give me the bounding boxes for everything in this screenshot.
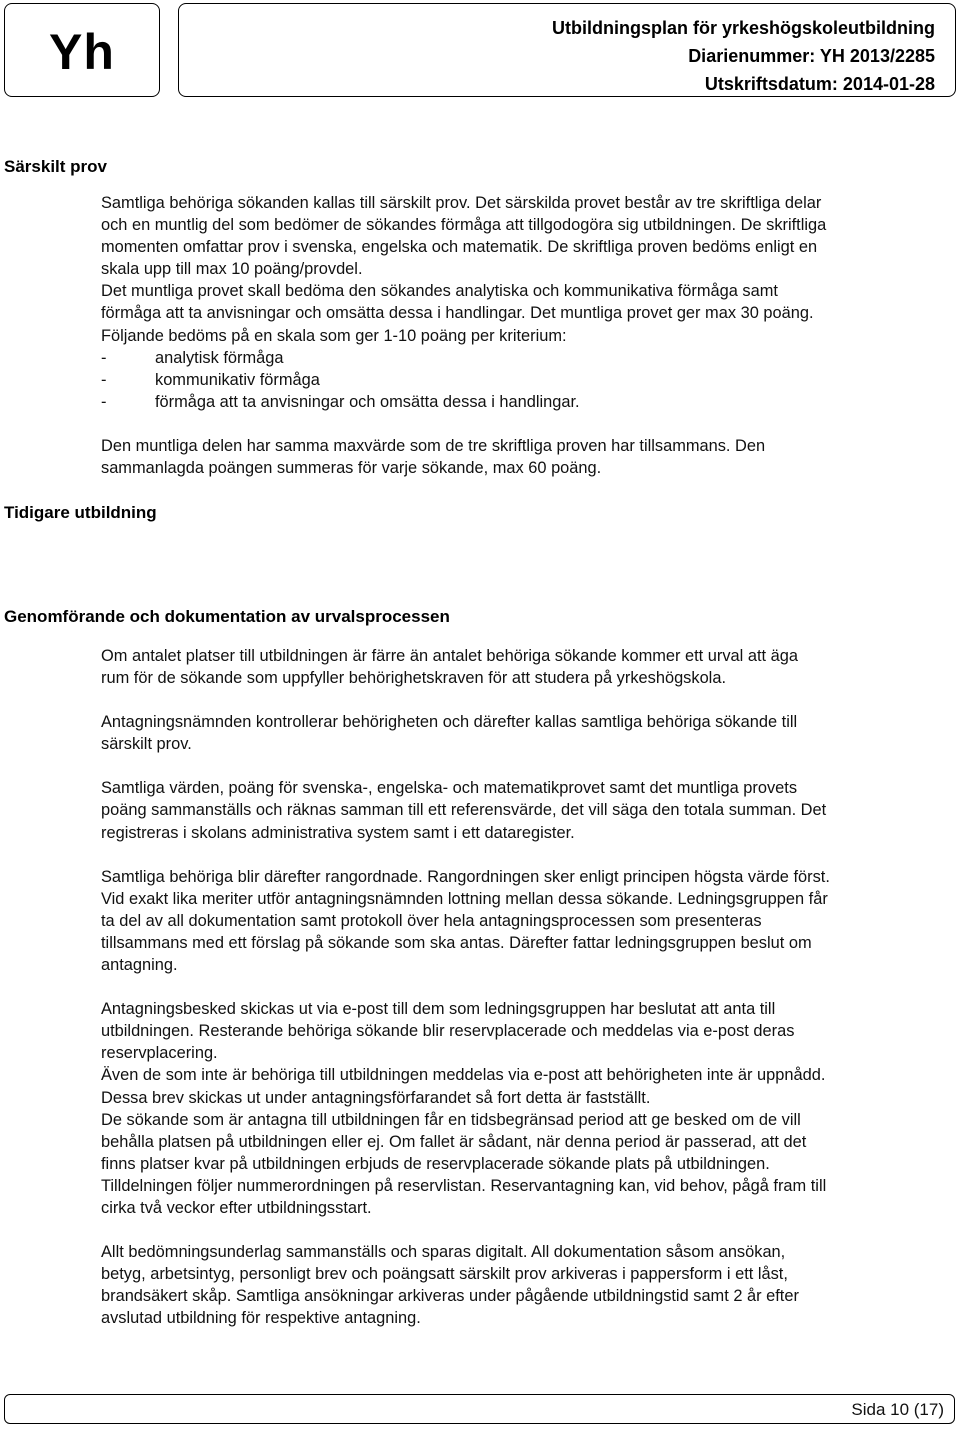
text-line: Allt bedömningsunderlag sammanställs och sparas digitalt. All dokumentation såsom ansökan,	[101, 1243, 786, 1262]
text-line: avslutad utbildning för respektive antagning.	[101, 1309, 421, 1328]
text-line: särskilt prov.	[101, 735, 192, 754]
text-line: rum för de sökande som uppfyller behörighetskraven för att studera på yrkeshögskola.	[101, 669, 726, 688]
text-line: finns platser kvar på utbildningen erbjuds de reservplacerade sökande plats på utbildningen.	[101, 1154, 770, 1173]
text-line: ta del av all dokumentation samt protokoll över hela antagningsprocessen som presenteras	[101, 911, 762, 930]
genomforande-text	[101, 645, 956, 1329]
criteria-text: förmåga att ta anvisningar och omsätta dessa i handlingar.	[155, 392, 580, 411]
text-line: Samtliga värden, poäng för svenska-, engelska- och matematikprovet samt det muntliga provets	[101, 779, 798, 798]
text-line: momenten omfattar prov i svenska, engelska och matematik. De skriftliga proven bedöms enligt en	[101, 238, 818, 257]
utskriftsdatum: Utskriftsdatum: 2014-01-28	[704, 74, 935, 94]
criteria-item	[101, 391, 956, 413]
text-line: De sökande som är antagna till utbildningen får en tidsbegränsad period att ge besked om de vill	[101, 1110, 801, 1129]
text-line: behålla platsen på utbildningen eller ej. Om fallet är sådant, när denna period är passerad, att det	[101, 1132, 807, 1151]
text-line: Tilldelningen följer nummerordningen på reservlistan. Reservantagning kan, vid behov, pågå fram till	[101, 1176, 827, 1195]
criteria-item	[101, 369, 956, 391]
text-line: antagning.	[101, 956, 178, 975]
list-dash: -	[101, 348, 107, 367]
text-line: Samtliga behöriga sökanden kallas till särskilt prov. Det särskilda provet består av tre skriftliga delar	[101, 194, 822, 212]
text-line: Dessa brev skickas ut under antagningsförfarandet så fort detta är fastställt.	[101, 1088, 651, 1107]
text-line: utbildningen. Resterande behöriga sökande blir reservplacerade och meddelas via e-post deras	[101, 1022, 795, 1041]
footer-box	[4, 1394, 955, 1424]
text-line: betyg, arbetsintyg, personligt brev och poängsatt särskilt prov arkiveras i pappersform i ett låst,	[101, 1265, 788, 1284]
header-title-box	[178, 3, 956, 97]
yh-logo: Yh	[49, 24, 115, 80]
text-line: registreras i skolans administrativa system samt i ett dataregister.	[101, 823, 575, 842]
text-line: Den muntliga delen har samma maxvärde som de tre skriftliga proven har tillsammans. Den	[101, 437, 766, 456]
section-heading-tidigare-utbildning: Tidigare utbildning	[4, 503, 157, 522]
text-line: Antagningsbesked skickas ut via e-post till dem som ledningsgruppen har beslutat att anta till	[101, 1000, 776, 1019]
text-line: brandsäkert skåp. Samtliga ansökningar arkiveras under pågående utbildningstid samt 2 år efter	[101, 1287, 799, 1306]
text-line: Det muntliga provet skall bedöma den sökandes analytiska och kommunikativa förmåga samt	[101, 282, 778, 301]
criteria-item	[101, 347, 956, 369]
section-heading-genomforande: Genomförande och dokumentation av urvalsprocessen	[4, 607, 450, 626]
text-line: reservplacering.	[101, 1044, 218, 1063]
text-line: skala upp till max 10 poäng/provdel.	[101, 260, 363, 279]
text-line: Följande bedöms på en skala som ger 1-10 poäng per kriterium:	[101, 326, 567, 345]
text-line: tillsammans med ett förslag på sökande som ska antas. Därefter fattar ledningsgruppen beslut om	[101, 933, 812, 952]
logo-box	[4, 3, 160, 97]
text-line: cirka två veckor efter utbildningsstart.	[101, 1198, 372, 1217]
sarskilt-prov-text	[101, 192, 956, 479]
criteria-text: kommunikativ förmåga	[155, 370, 320, 389]
list-dash: -	[101, 370, 107, 389]
page-number: Sida 10 (17)	[851, 1400, 944, 1419]
text-line: Samtliga behöriga blir därefter rangordnade. Rangordningen sker enligt principen högsta värde först.	[101, 867, 830, 886]
text-line: sammanlagda poängen summeras för varje sökande, max 60 poäng.	[101, 459, 602, 478]
section-heading-sarskilt-prov: Särskilt prov	[4, 157, 107, 176]
diarienummer: Diarienummer: YH 2013/2285	[688, 46, 935, 66]
text-line: och en muntlig del som bedömer de sökandes förmåga att tillgodogöra sig utbildningen. De skriftliga	[101, 216, 827, 235]
header-title-lines	[552, 14, 935, 98]
criteria-text: analytisk förmåga	[155, 348, 284, 367]
document-title: Utbildningsplan för yrkeshögskoleutbildning	[551, 18, 935, 38]
text-line: Om antalet platser till utbildningen är färre än antalet behöriga sökande kommer ett urval att äga	[101, 647, 798, 665]
text-line: poäng sammanställs och räknas samman till ett referensvärde, det vill säga den totala summan. Det	[101, 801, 827, 820]
text-line: förmåga att ta anvisningar och omsätta dessa i handlingar. Det muntliga provet ger max 30 poäng.	[101, 304, 814, 323]
text-line: Även de som inte är behöriga till utbildningen meddelas via e-post att behörigheten inte är uppnådd.	[101, 1066, 826, 1085]
text-line: Vid exakt lika meriter utför antagningsnämnden lottning mellan dessa sökande. Ledningsgruppen får	[101, 889, 828, 908]
list-dash: -	[101, 392, 107, 411]
text-line: Antagningsnämnden kontrollerar behörigheten och därefter kallas samtliga behöriga sökande till	[101, 713, 798, 732]
